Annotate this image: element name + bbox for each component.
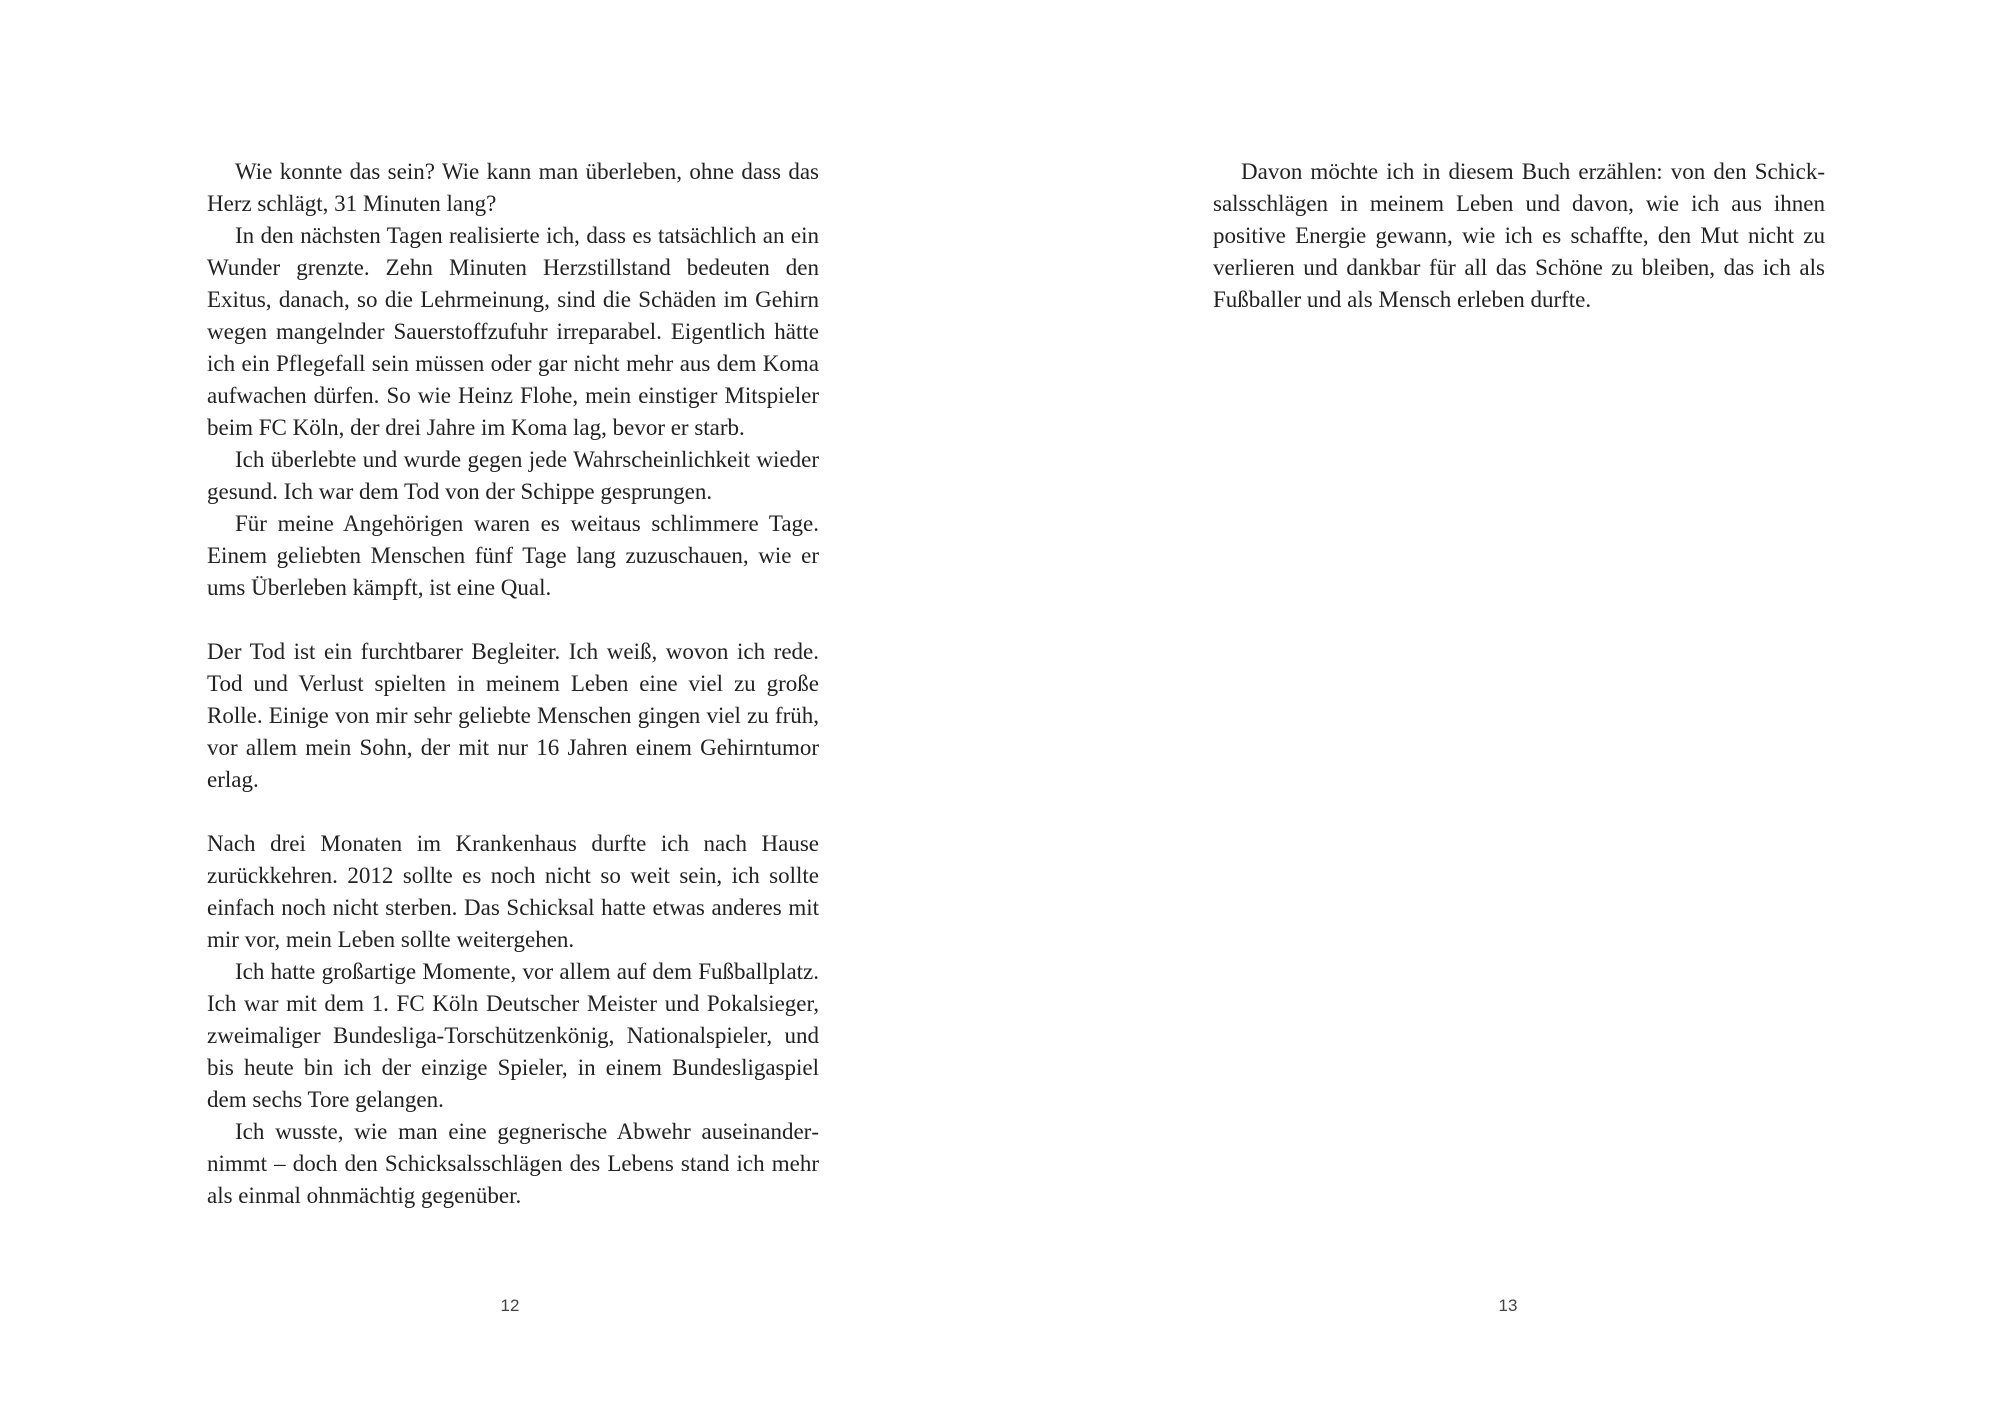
section-break	[207, 604, 819, 636]
paragraph: Der Tod ist ein furchtbarer Begleiter. Ich weiß, wovon ich rede. Tod und Verlust spielten in meinem Leben eine viel zu große Rolle. Einige von mir sehr geliebte Menschen gingen viel zu früh, vor allem mein Sohn, der mit nur 16 Jahren einem Gehirntumor erlag.	[207, 639, 819, 792]
paragraph: Für meine Angehörigen waren es weitaus schlimmere Tage. Einem geliebten Menschen fünf Tage lang zuzuschauen, wie er ums Überleben kämpft, ist eine Qual.	[207, 511, 819, 600]
left-page-text	[207, 156, 819, 1212]
section-break	[207, 796, 819, 828]
paragraph: Ich wusste, wie man eine gegnerische Abwehr auseinandernimmt – doch den Schicksalsschlägen des Lebens stand ich mehr als einmal ohnmächtig gegenüber.	[207, 1119, 819, 1208]
right-page-text	[1213, 156, 1825, 316]
paragraph: Nach drei Monaten im Krankenhaus durfte ich nach Hause zurückkehren. 2012 sollte es noch nicht so weit sein, ich sollte einfach noch nicht sterben. Das Schicksal hatte etwas anderes mit mir vor, mein Leben sollte weitergehen.	[207, 831, 819, 952]
paragraph: Wie konnte das sein? Wie kann man überleben, ohne dass das Herz schlägt, 31 Minuten lang?	[207, 159, 819, 216]
right-page	[1000, 0, 2000, 1414]
page-number: 13	[1498, 1296, 1518, 1315]
paragraph: Ich überlebte und wurde gegen jede Wahrscheinlichkeit wieder gesund. Ich war dem Tod von der Schippe gesprungen.	[207, 447, 819, 504]
paragraph: Davon möchte ich in diesem Buch erzählen: von den Schicksalsschlägen in meinem Leben und davon, wie ich aus ihnen positive Energie gewann, wie ich es schaffte, den Mut nicht zu verlieren und dankbar für all das Schöne zu bleiben, das ich als Fußballer und als Mensch erleben durfte.	[1213, 159, 1825, 312]
paragraph: Ich hatte großartige Momente, vor allem auf dem Fußballplatz. Ich war mit dem 1. FC Köln Deutscher Meister und Pokalsieger, zweimaliger Bundesliga-Torschützenkönig, Nationalspieler, und bis heute bin ich der einzige Spieler, in einem Bundesligaspiel dem sechs Tore gelangen.	[207, 959, 819, 1112]
page-number: 12	[500, 1296, 520, 1315]
paragraph: In den nächsten Tagen realisierte ich, dass es tatsächlich an ein Wunder grenzte. Zehn Minuten Herzstillstand bedeuten den Exitus, danach, so die Lehrmeinung, sind die Schäden im Gehirn wegen mangelnder Sauerstoffzufuhr irreparabel. Eigentlich hätte ich ein Pflegefall sein müssen oder gar nicht mehr aus dem Koma aufwachen dürfen. So wie Heinz Flohe, mein einstiger Mitspieler beim FC Köln, der drei Jahre im Koma lag, bevor er starb.	[207, 223, 819, 440]
